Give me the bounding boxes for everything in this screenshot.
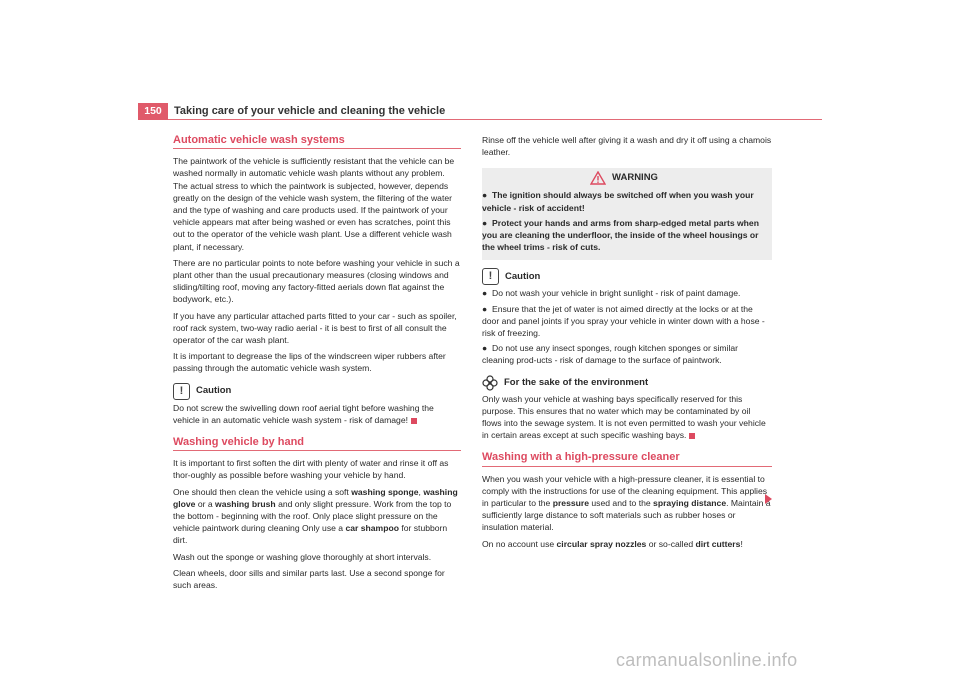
- environment-text: [482, 393, 772, 442]
- bullet-icon: ●: [482, 303, 488, 314]
- left-column: [173, 134, 461, 595]
- header-title: Taking care of your vehicle and cleaning the vehicle: [174, 105, 446, 117]
- text-run: used and to the: [589, 498, 654, 509]
- page-number: 150: [138, 103, 168, 120]
- term-washing-sponge: washing sponge: [351, 486, 419, 497]
- paragraph: There are no particular points to note before washing your vehicle in such a plant other than the usual precautionary measures (closing windows and sliding/tilting roof, moving any factory-fitted aerials down flat against the bodywork, etc.).: [173, 257, 460, 305]
- caution-item: [482, 303, 772, 340]
- text-run: or a: [195, 498, 216, 509]
- warning-item-text: The ignition should always be switched off when you wash your vehicle - risk of accident!: [482, 190, 754, 213]
- term-washing-glove: washing glove: [173, 486, 458, 509]
- paragraph: It is important to first soften the dirt with plenty of water and rinse it off as thor-oughly as possible before washing your vehicle by hand.: [173, 458, 449, 481]
- continue-arrow-icon: [765, 494, 772, 504]
- paragraph: It is important to degrease the lips of the windscreen wiper rubbers after passing through the automatic vehicle wash system.: [173, 351, 446, 374]
- paragraph: If you have any particular attached parts fitted to your car - such as spoiler, roof rack system, two-way radio aerial - it is best to first of all consult the operator of the car wash plant.: [173, 310, 457, 346]
- watermark: carmanualsonline.info: [616, 650, 798, 670]
- warning-heading: [482, 171, 766, 185]
- paragraph: [173, 486, 461, 547]
- paragraph: The paintwork of the vehicle is sufficiently resistant that the vehicle can be washed normally in automatic vehicle wash plants without any problem. The actual stress to which the paintwork is subjected, however, depends greatly on the design of the vehicle wash system, the filtering of the water and the type of washing and care products used. If the paintwork of your vehicle appears mat after being washed or even has scratches, point this out to the operator of the vehicle wash plant. Use a different vehicle wash plant, if necessary.: [173, 156, 455, 252]
- caution-heading: [173, 383, 461, 400]
- caution-label: Caution: [505, 270, 541, 282]
- caution-heading: [482, 268, 772, 285]
- text-run: When you wash your vehicle with a high-pressure cleaner, it is essential to comply with the instructions for use of the cleaning equipment. This applies in particular to the: [482, 473, 768, 509]
- term-dirt-cutters: dirt cutters: [695, 538, 741, 549]
- environment-heading: [482, 375, 772, 391]
- text-run: and only slight pressure. Work from the top to the bottom - beginning with the roof. Only place slight pressure on the vehicle paintwork during cleaning Only use a: [173, 498, 452, 534]
- warning-label: WARNING: [612, 172, 658, 184]
- bullet-icon: ●: [482, 217, 488, 228]
- paragraph: Clean wheels, door sills and similar parts last. Use a second sponge for such areas.: [173, 567, 445, 591]
- caution-item: [482, 342, 772, 366]
- warning-box: [482, 168, 772, 260]
- warning-item-text: Protect your hands and arms from sharp-edged metal parts when you are cleaning the underfloor, the inside of the wheel housings or the wheel trims - risk of cuts.: [482, 217, 759, 253]
- section-end-icon: [411, 418, 417, 424]
- caution-item-text: Do not use any insect sponges, rough kitchen sponges or similar cleaning prod-ucts - risk of damage to the surface of paintwork.: [482, 343, 739, 366]
- caution-icon: !: [482, 268, 499, 285]
- text-run: On no account use: [482, 538, 557, 549]
- paragraph: [482, 538, 772, 550]
- section-end-icon: [689, 433, 695, 439]
- caution-item-text: Do not wash your vehicle in bright sunlight - risk of paint damage.: [492, 288, 741, 299]
- text-run: ,: [418, 486, 424, 497]
- paragraph: [482, 473, 772, 534]
- caution-icon: !: [173, 383, 190, 400]
- text-run: One should then clean the vehicle using a soft: [173, 486, 352, 497]
- caution-text-content: Do not screw the swivelling down roof aerial tight before washing the vehicle in an automatic vehicle wash system - risk of damage!: [173, 402, 434, 425]
- term-washing-brush: washing brush: [215, 498, 276, 509]
- section-title-hand-wash: Washing vehicle by hand: [173, 436, 461, 451]
- text-run: . Maintain a sufficiently large distance to soft materials such as rubber hoses or insulation material.: [482, 498, 771, 533]
- section-title-high-pressure: Washing with a high-pressure cleaner: [482, 451, 772, 466]
- bullet-icon: ●: [482, 343, 488, 354]
- caution-label: Caution: [196, 385, 232, 397]
- text-run: or so-called: [646, 538, 696, 549]
- paragraph: Rinse off the vehicle well after giving it a wash and dry it off using a chamois leather.: [482, 135, 772, 158]
- term-spraying-distance: spraying distance: [653, 498, 727, 509]
- warning-item: [482, 189, 766, 213]
- term-circular-spray-nozzles: circular spray nozzles: [556, 538, 647, 549]
- page-header: [138, 103, 822, 120]
- caution-item-text: Ensure that the jet of water is not aimed directly at the locks or at the door and panel joints if you spray your vehicle in winter down with a hose - risk of freezing.: [482, 303, 765, 339]
- bullet-icon: ●: [482, 288, 488, 299]
- flower-environment-icon: [482, 375, 498, 391]
- warning-item: [482, 217, 766, 254]
- term-pressure: pressure: [552, 498, 590, 509]
- section-title-automatic-wash: Automatic vehicle wash systems: [173, 134, 461, 149]
- right-column: [482, 134, 772, 554]
- environment-text-content: Only wash your vehicle at washing bays specifically reserved for this purpose. This ensures that no water which may be contaminated by oil flows into the sewage system. It is not even permitted to wash your vehicle in certain areas except at such specific washing bays.: [482, 393, 766, 441]
- paragraph: Wash out the sponge or washing glove thoroughly at short intervals.: [173, 551, 432, 562]
- bullet-icon: ●: [482, 190, 488, 201]
- environment-label: For the sake of the environment: [504, 376, 649, 388]
- text-run: for stubborn dirt.: [173, 523, 448, 546]
- caution-text: [173, 402, 461, 426]
- warning-triangle-icon: [590, 171, 606, 185]
- text-run: !: [740, 538, 743, 549]
- caution-item: [482, 287, 772, 299]
- term-car-shampoo: car shampoo: [345, 523, 399, 534]
